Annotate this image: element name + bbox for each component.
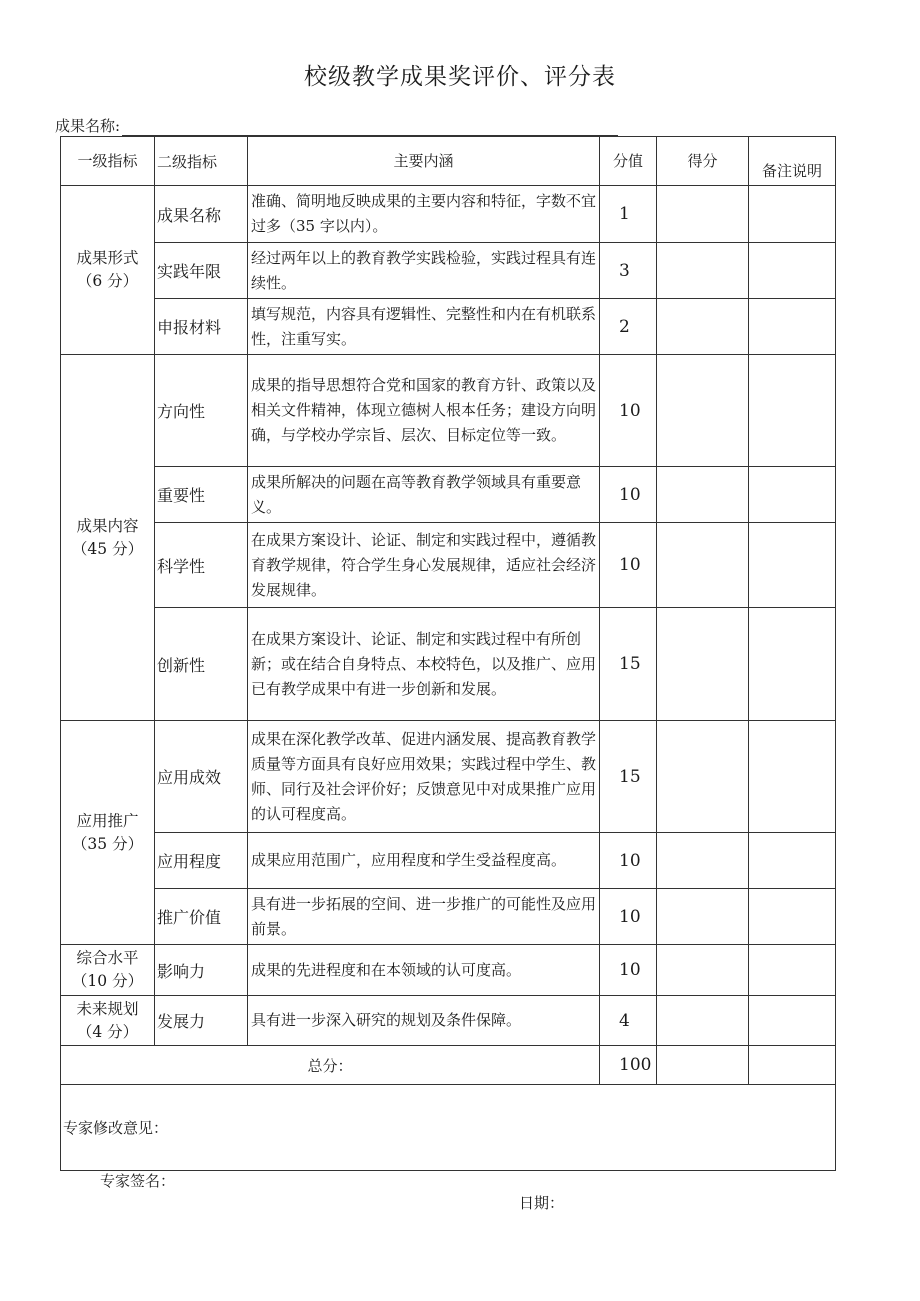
level2-indicator: 重要性 [155, 467, 248, 523]
table-row [61, 608, 836, 721]
level2-indicator: 推广价值 [155, 889, 248, 945]
level2-indicator: 应用程度 [155, 833, 248, 889]
indicator-description: 填写规范，内容具有逻辑性、完整性和内在有机联系性，注重写实。 [248, 299, 600, 355]
indicator-points: 1 [600, 186, 657, 243]
remarks-cell[interactable] [749, 243, 836, 299]
level1-label: 成果形式 [76, 249, 139, 267]
indicator-description: 成果的指导思想符合党和国家的教育方针、政策以及相关文件精神，体现立德树人根本任务；建设方向明确，与学校办学宗旨、层次、目标定位等一致。 [248, 355, 600, 467]
score-input-cell[interactable] [657, 523, 749, 608]
header-level2: 二级指标 [155, 137, 248, 186]
score-input-cell[interactable] [657, 833, 749, 889]
level1-indicator [61, 996, 155, 1046]
score-input-cell[interactable] [657, 299, 749, 355]
remarks-cell[interactable] [749, 996, 836, 1046]
score-input-cell[interactable] [657, 945, 749, 996]
level1-points: （45 分） [71, 539, 144, 558]
score-input-cell[interactable] [657, 608, 749, 721]
remarks-cell[interactable] [749, 945, 836, 996]
table-row [61, 186, 836, 243]
total-score-cell[interactable] [657, 1046, 749, 1085]
level1-indicator [61, 355, 155, 721]
score-input-cell[interactable] [657, 186, 749, 243]
indicator-description: 在成果方案设计、论证、制定和实践过程中，遵循教育教学规律，符合学生身心发展规律，适应社会经济发展规律。 [248, 523, 600, 608]
indicator-points: 10 [600, 467, 657, 523]
indicator-points: 10 [600, 833, 657, 889]
indicator-description: 成果的先进程度和在本领域的认可度高。 [248, 945, 600, 996]
table-row [61, 299, 836, 355]
level1-label: 应用推广 [76, 811, 139, 830]
remarks-cell[interactable] [749, 833, 836, 889]
level1-label: 综合水平 [76, 949, 139, 967]
table-row [61, 721, 836, 833]
indicator-description: 具有进一步深入研究的规划及条件保障。 [248, 996, 600, 1046]
expert-signature-label: 专家签名： [100, 1172, 176, 1190]
indicator-description: 成果在深化教学改革、促进内涵发展、提高教育教学质量等方面具有良好应用效果；实践过程中学生、教师、同行及社会评价好；反馈意见中对成果推广应用的认可程度高。 [248, 721, 600, 833]
total-remarks-cell[interactable] [749, 1046, 836, 1085]
header-points: 分值 [600, 137, 657, 186]
score-table [60, 136, 836, 1171]
total-label: 总分： [61, 1046, 600, 1085]
form-title: 校级教学成果奖评价、评分表 [304, 64, 616, 90]
header-score: 得分 [657, 137, 749, 186]
header-row [61, 137, 836, 186]
achievement-name-field[interactable] [122, 120, 618, 136]
remarks-cell[interactable] [749, 299, 836, 355]
level2-indicator: 方向性 [155, 355, 248, 467]
table-row [61, 945, 836, 996]
level1-points: （10 分） [71, 972, 144, 990]
indicator-description: 具有进一步拓展的空间、进一步推广的可能性及应用前景。 [248, 889, 600, 945]
table-row [61, 833, 836, 889]
table-row [61, 467, 836, 523]
indicator-points: 10 [600, 355, 657, 467]
indicator-points: 15 [600, 608, 657, 721]
remarks-cell[interactable] [749, 186, 836, 243]
level2-indicator: 影响力 [155, 945, 248, 996]
achievement-name-row [55, 115, 618, 136]
total-row [61, 1046, 836, 1085]
achievement-name-label: 成果名称: [55, 117, 121, 135]
expert-opinion-label: 专家修改意见： [63, 1119, 169, 1137]
level2-indicator: 科学性 [155, 523, 248, 608]
table-row [61, 889, 836, 945]
level1-points: （4 分） [76, 1022, 139, 1041]
expert-opinion-field[interactable] [61, 1085, 836, 1171]
indicator-description: 成果应用范围广，应用程度和学生受益程度高。 [248, 833, 600, 889]
table-row [61, 523, 836, 608]
level1-points: （6 分） [76, 272, 139, 290]
level1-label: 成果内容 [76, 516, 139, 535]
level1-label: 未来规划 [76, 999, 139, 1018]
remarks-cell[interactable] [749, 889, 836, 945]
table-row [61, 355, 836, 467]
score-input-cell[interactable] [657, 721, 749, 833]
score-input-cell[interactable] [657, 467, 749, 523]
indicator-points: 15 [600, 721, 657, 833]
level1-indicator [61, 186, 155, 355]
indicator-description: 成果所解决的问题在高等教育教学领域具有重要意义。 [248, 467, 600, 523]
level2-indicator: 申报材料 [155, 299, 248, 355]
remarks-cell[interactable] [749, 355, 836, 467]
header-remarks: 备注说明 [749, 137, 836, 186]
level2-indicator: 应用成效 [155, 721, 248, 833]
indicator-points: 4 [600, 996, 657, 1046]
header-content: 主要内涵 [248, 137, 600, 186]
score-input-cell[interactable] [657, 355, 749, 467]
score-input-cell[interactable] [657, 243, 749, 299]
header-level1: 一级指标 [61, 137, 155, 186]
indicator-description: 准确、简明地反映成果的主要内容和特征，字数不宜过多（35 字以内）。 [248, 186, 600, 243]
remarks-cell[interactable] [749, 721, 836, 833]
indicator-points: 2 [600, 299, 657, 355]
indicator-points: 10 [600, 523, 657, 608]
indicator-description: 在成果方案设计、论证、制定和实践过程中有所创新；或在结合自身特点、本校特色，以及推广、应用已有教学成果中有进一步创新和发展。 [248, 608, 600, 721]
level1-points: （35 分） [71, 834, 144, 853]
level1-indicator [61, 721, 155, 945]
expert-opinion-row [61, 1085, 836, 1171]
level2-indicator: 实践年限 [155, 243, 248, 299]
date-label: 日期： [519, 1194, 565, 1212]
remarks-cell[interactable] [749, 467, 836, 523]
level2-indicator: 成果名称 [155, 186, 248, 243]
remarks-cell[interactable] [749, 523, 836, 608]
total-points: 100 [600, 1046, 657, 1085]
indicator-description: 经过两年以上的教育教学实践检验，实践过程具有连续性。 [248, 243, 600, 299]
level2-indicator: 发展力 [155, 996, 248, 1046]
remarks-cell[interactable] [749, 608, 836, 721]
score-input-cell[interactable] [657, 996, 749, 1046]
level2-indicator: 创新性 [155, 608, 248, 721]
table-row [61, 243, 836, 299]
table-row [61, 996, 836, 1046]
indicator-points: 10 [600, 945, 657, 996]
score-input-cell[interactable] [657, 889, 749, 945]
indicator-points: 10 [600, 889, 657, 945]
level1-indicator [61, 945, 155, 996]
indicator-points: 3 [600, 243, 657, 299]
